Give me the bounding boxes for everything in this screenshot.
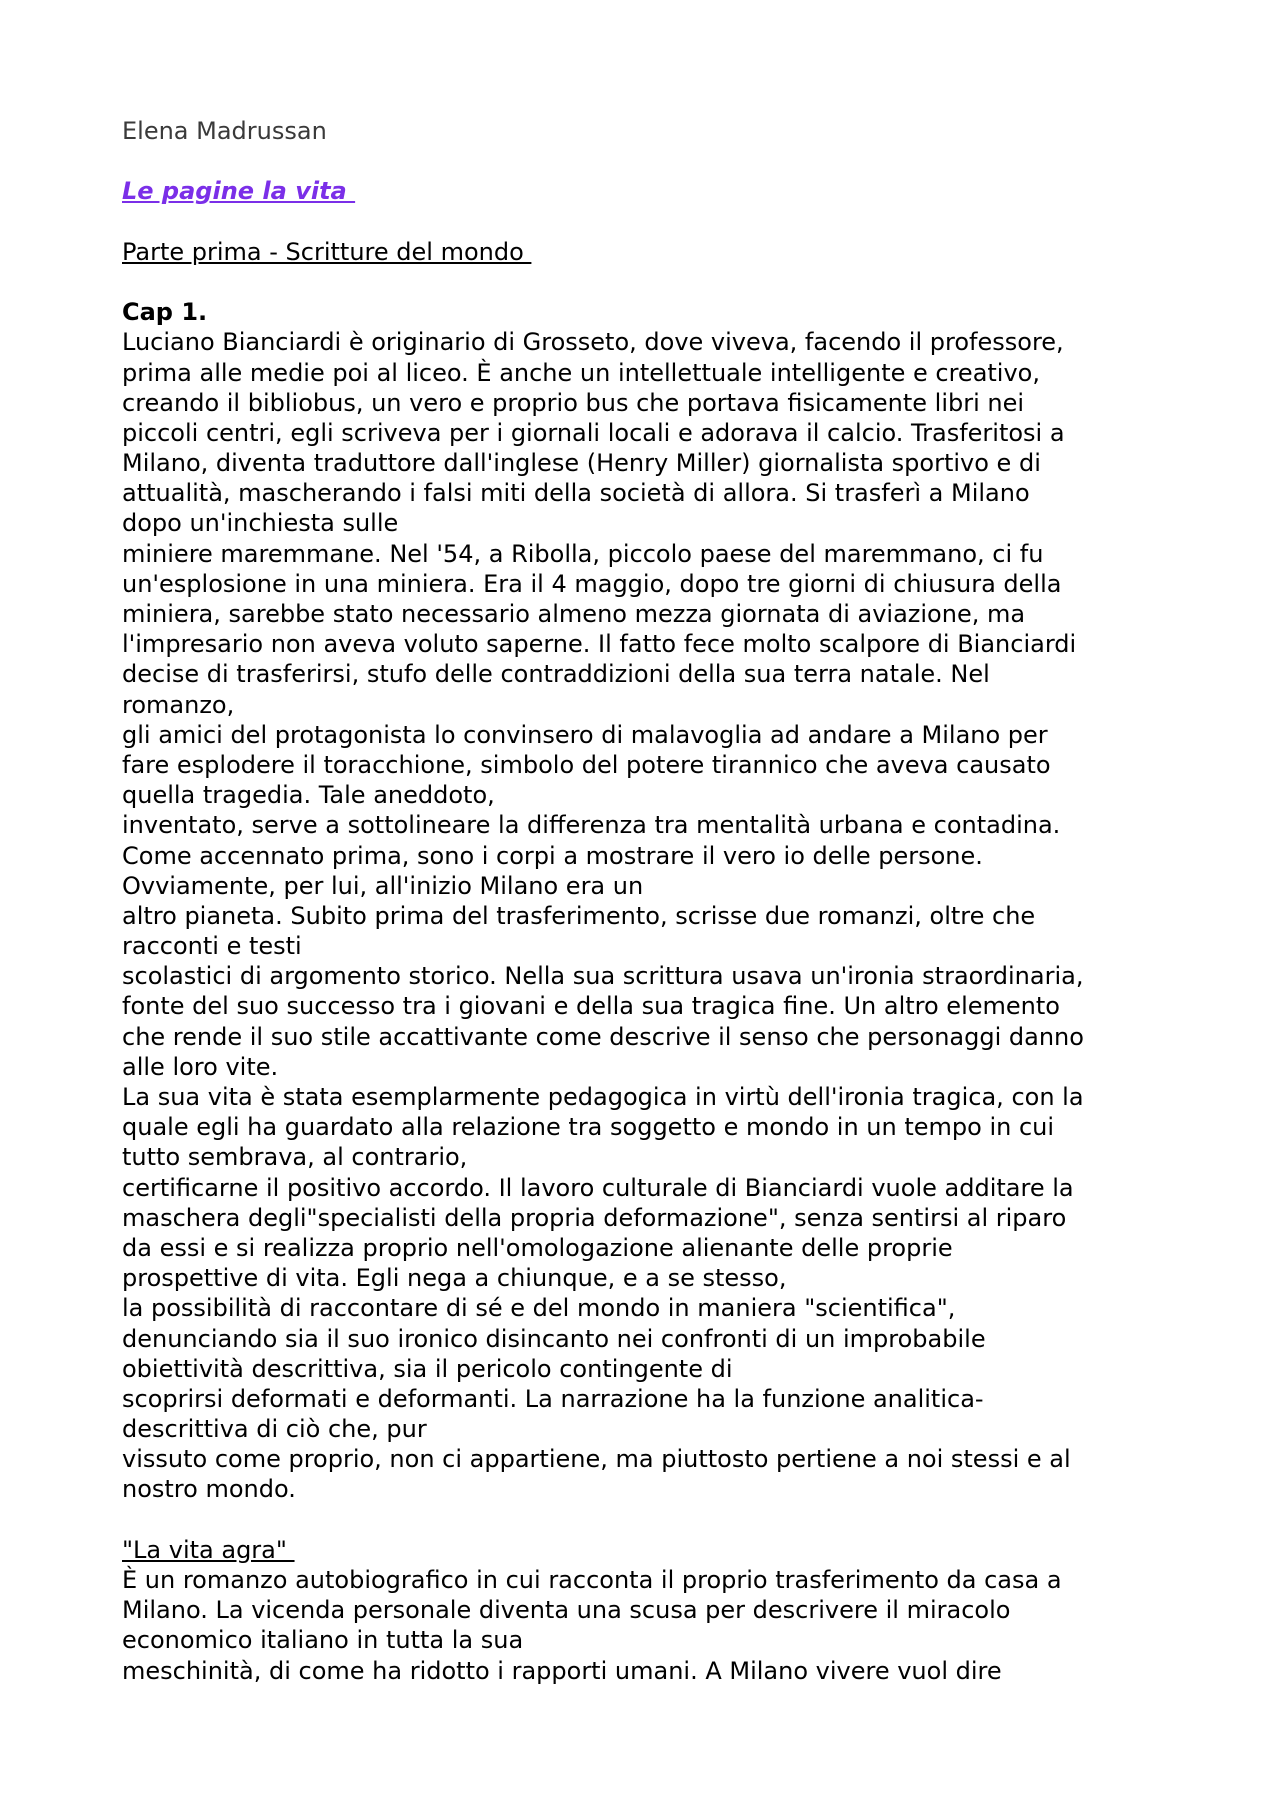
text-line: la possibilità di raccontare di sé e del mondo in maniera "scientifica", [122, 1294, 956, 1323]
text-line: Milano, diventa traduttore dall'inglese (Henry Miller) giornalista sportivo e di [122, 449, 1041, 478]
text-line: descrittiva di ciò che, pur [122, 1415, 427, 1444]
text-line: che rende il suo stile accattivante come descrive il senso che personaggi danno [122, 1022, 1084, 1051]
author-name: Elena Madrussan [122, 117, 327, 145]
part-heading: Parte prima - Scritture del mondo [122, 237, 532, 266]
text-line: decise di trasferirsi, stufo delle contraddizioni della sua terra natale. Nel [122, 660, 990, 689]
spacer [122, 146, 1192, 176]
text-line: miniere maremmane. Nel '54, a Ribolla, piccolo paese del maremmano, ci fu [122, 539, 1044, 568]
spacer [122, 267, 1192, 297]
text-line: altro pianeta. Subito prima del trasferimento, scrisse due romanzi, oltre che [122, 901, 1036, 930]
text-line: certificarne il positivo accordo. Il lavoro culturale di Bianciardi vuole additare la [122, 1173, 1074, 1202]
text-line: scolastici di argomento storico. Nella sua scrittura usava un'ironia straordinaria, [122, 962, 1084, 991]
text-line: attualità, mascherando i falsi miti della società di allora. Si trasferì a Milano [122, 479, 1030, 508]
text-line: La sua vita è stata esemplarmente pedagogica in virtù dell'ironia tragica, con la [122, 1083, 1084, 1111]
text-line: piccoli centri, egli scriveva per i giornali locali e adorava il calcio. Trasferitosi a [122, 418, 1065, 447]
text-line: scoprirsi deformati e deformanti. La narrazione ha la funzione analitica- [122, 1384, 984, 1413]
text-line: È un romanzo autobiografico in cui racconta il proprio trasferimento da casa a [122, 1566, 1062, 1594]
text-line: nostro mondo. [122, 1475, 296, 1504]
text-line: Luciano Bianciardi è originario di Grosseto, dove viveva, facendo il professore, [122, 328, 1064, 357]
chapter-heading: Cap 1. [122, 298, 208, 327]
text-line: romanzo, [122, 690, 235, 719]
text-line: miniera, sarebbe stato necessario almeno mezza giornata di aviazione, ma [122, 600, 1026, 628]
text-line: economico italiano in tutta la sua [122, 1626, 524, 1655]
text-line: gli amici del protagonista lo convinsero di malavoglia ad andare a Milano per [122, 720, 1048, 749]
text-line: quella tragedia. Tale aneddoto, [122, 781, 495, 810]
text-line: prospettive di vita. Egli nega a chiunque, e a se stesso, [122, 1264, 787, 1293]
text-line: da essi e si realizza proprio nell'omologazione alienante delle proprie [122, 1233, 953, 1262]
text-line: fare esplodere il toracchione, simbolo del potere tirannico che aveva causato [122, 750, 1051, 779]
text-line: Come accennato prima, sono i corpi a mostrare il vero io delle persone. [122, 841, 983, 870]
text-line: inventato, serve a sottolineare la differenza tra mentalità urbana e contadina. [122, 811, 1061, 840]
text-line: fonte del suo successo tra i giovani e della sua tragica fine. Un altro elemento [122, 992, 1060, 1021]
text-line: alle loro vite. [122, 1052, 279, 1081]
section-body [122, 1565, 1192, 1686]
chapter-body [122, 327, 1192, 1504]
text-line: un'esplosione in una miniera. Era il 4 maggio, dopo tre giorni di chiusura della [122, 569, 1062, 598]
section-heading: "La vita agra" [122, 1535, 295, 1564]
text-line: obiettività descrittiva, sia il pericolo contingente di [122, 1354, 733, 1383]
document-page [122, 116, 1192, 1686]
text-line: tutto sembrava, al contrario, [122, 1143, 468, 1172]
text-line: prima alle medie poi al liceo. È anche un intellettuale intelligente e creativo, [122, 358, 1040, 387]
spacer [122, 207, 1192, 237]
text-line: maschera degli"specialisti della propria deformazione", senza sentirsi al riparo [122, 1203, 1067, 1232]
book-title: Le pagine la vita [122, 177, 356, 206]
text-line: denunciando sia il suo ironico disincanto nei confronti di un improbabile [122, 1324, 986, 1353]
text-line: l'impresario non aveva voluto saperne. Il fatto fece molto scalpore di Bianciardi [122, 630, 1077, 659]
text-line: racconti e testi [122, 932, 302, 961]
text-line: meschinità, di come ha ridotto i rapporti umani. A Milano vivere vuol dire [122, 1656, 1002, 1685]
spacer [122, 1505, 1192, 1535]
text-line: dopo un'inchiesta sulle [122, 509, 399, 538]
text-line: Milano. La vicenda personale diventa una scusa per descrivere il miracolo [122, 1596, 1011, 1625]
text-line: quale egli ha guardato alla relazione tra soggetto e mondo in un tempo in cui [122, 1113, 1055, 1142]
text-line: creando il bibliobus, un vero e proprio bus che portava fisicamente libri nei [122, 388, 1025, 417]
text-line: Ovviamente, per lui, all'inizio Milano era un [122, 871, 644, 900]
text-line: vissuto come proprio, non ci appartiene, ma piuttosto pertiene a noi stessi e al [122, 1445, 1071, 1474]
